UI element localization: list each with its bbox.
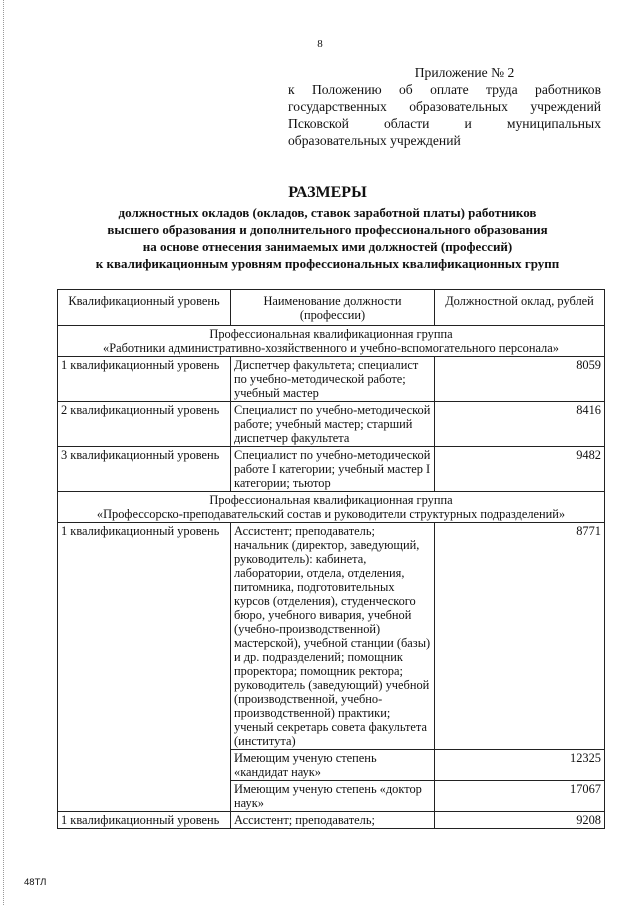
position-cell: Диспетчер факультета; специалист по учебно-методической работе; учебный мастер xyxy=(231,357,435,402)
appendix-line: Псковской области и муниципальных xyxy=(288,116,601,131)
title-line: на основе отнесения занимаемых ими должностей (профессий) xyxy=(142,239,513,254)
document-stamp: 48ТЛ xyxy=(24,877,47,888)
salary-cell: 8059 xyxy=(435,357,605,402)
table-row xyxy=(58,812,605,829)
position-cell: Специалист по учебно-методической работе I категории; учебный мастер I категории; тьютор xyxy=(231,447,435,492)
document-title xyxy=(40,182,615,272)
appendix-line: к Положению об оплате труда работников xyxy=(288,82,601,97)
appendix-line: образовательных учреждений xyxy=(288,133,461,148)
position-cell: Ассистент; преподаватель; xyxy=(231,812,435,829)
position-cell: Специалист по учебно-методической работе; учебный мастер; старший диспетчер факультета xyxy=(231,402,435,447)
salary-cell: 17067 xyxy=(435,781,605,812)
header-position: Наименование должности (профессии) xyxy=(231,290,435,326)
group-header-row xyxy=(58,492,605,523)
position-cell: Имеющим ученую степень «кандидат наук» xyxy=(231,750,435,781)
title-line: к квалификационным уровням профессиональных квалификационных групп xyxy=(95,256,560,271)
group-header-row xyxy=(58,326,605,357)
level-cell: 1 квалификационный уровень xyxy=(58,812,231,829)
position-cell: Ассистент; преподаватель; начальник (директор, заведующий, руководитель): кабинета, лаборатории, отдела, отделения, питомника, подготовительных курсов (отделения), студенческого бюро, учебного вивария, учебной (учебно-производственной) мастерской), учебной станции (базы) и др. подразделений; помощник проректора; помощник ректора; руководитель (заведующий) учебной (производственной, учебно-производственной) практики; ученый секретарь совета факультета (института) xyxy=(231,523,435,750)
group-name: «Работники административно-хозяйственного и учебно-вспомогательного персонала» xyxy=(103,341,559,355)
group-name: «Профессорско-преподавательский состав и руководители структурных подразделений» xyxy=(96,507,566,521)
page-number: 8 xyxy=(317,38,323,50)
table-row xyxy=(58,447,605,492)
appendix-number: Приложение № 2 xyxy=(414,65,515,80)
table-header-row xyxy=(58,290,605,326)
group-label: Профессиональная квалификационная группа xyxy=(209,493,453,507)
level-cell: 1 квалификационный уровень xyxy=(58,523,231,812)
table-row xyxy=(58,523,605,750)
group-header-1 xyxy=(58,326,605,357)
title-line: должностных окладов (окладов, ставок заработной платы) работников xyxy=(118,205,537,220)
salary-cell: 12325 xyxy=(435,750,605,781)
appendix-line: государственных образовательных учреждений xyxy=(288,99,601,114)
salary-cell: 9208 xyxy=(435,812,605,829)
header-salary: Должностной оклад, рублей xyxy=(435,290,605,326)
table-row xyxy=(58,402,605,447)
table-row xyxy=(58,357,605,402)
level-cell: 2 квалификационный уровень xyxy=(58,402,231,447)
level-cell: 1 квалификационный уровень xyxy=(58,357,231,402)
position-cell: Имеющим ученую степень «доктор наук» xyxy=(231,781,435,812)
salary-cell: 8416 xyxy=(435,402,605,447)
salary-table xyxy=(57,289,605,829)
group-header-2 xyxy=(58,492,605,523)
title-line: высшего образования и дополнительного профессионального образования xyxy=(107,222,548,237)
group-label: Профессиональная квалификационная группа xyxy=(209,327,453,341)
appendix-block xyxy=(288,64,601,149)
header-level: Квалификационный уровень xyxy=(58,290,231,326)
level-cell: 3 квалификационный уровень xyxy=(58,447,231,492)
salary-cell: 8771 xyxy=(435,523,605,750)
title-main: РАЗМЕРЫ xyxy=(288,184,367,201)
salary-cell: 9482 xyxy=(435,447,605,492)
scan-edge xyxy=(0,0,4,905)
